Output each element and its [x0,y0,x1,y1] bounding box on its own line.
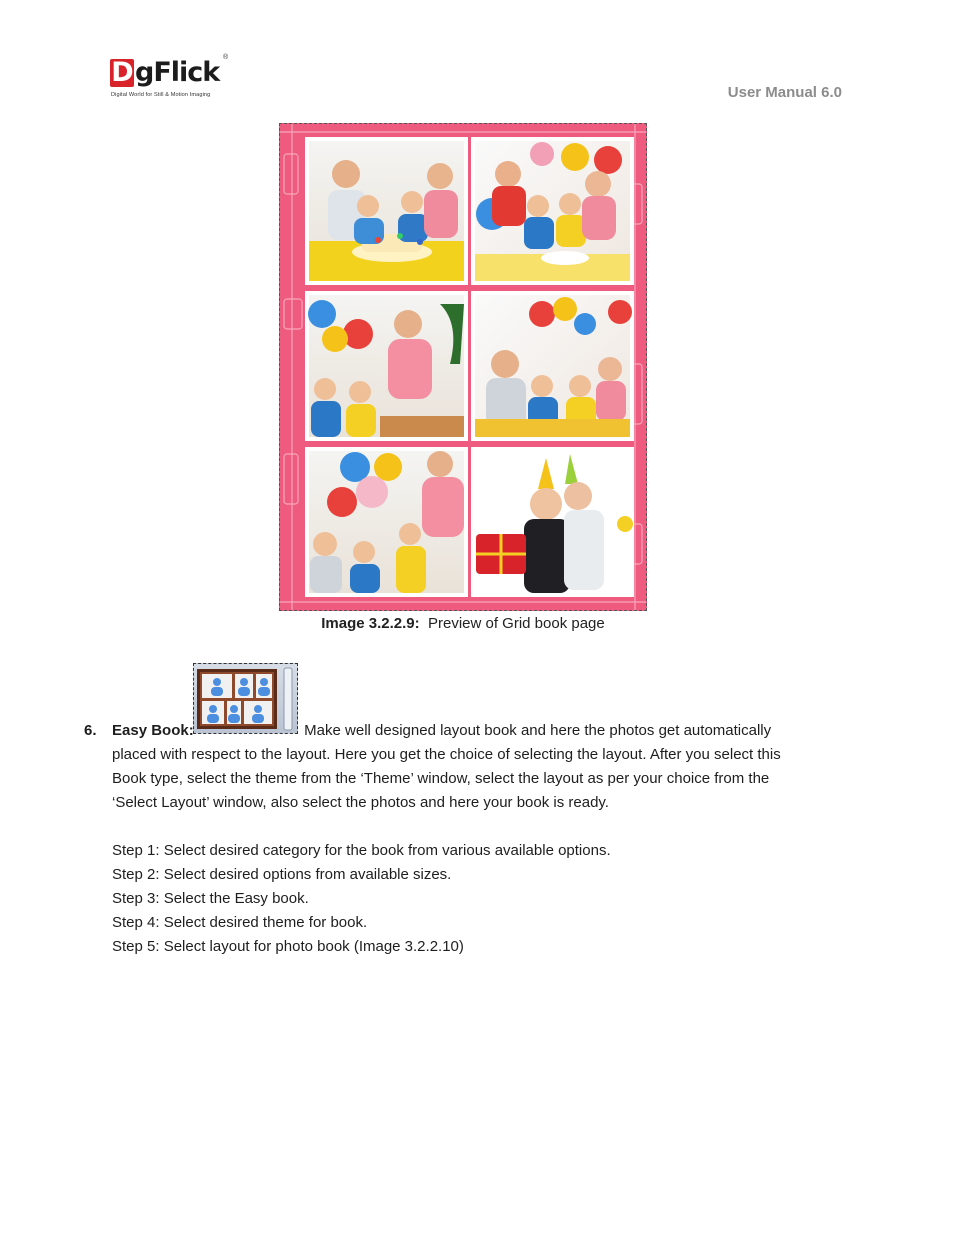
step-2: Step 2: Select desired options from available sizes. [112,866,452,883]
easy-book-description [112,719,842,815]
photo-kids-mom-balloons [305,447,468,597]
logo-tagline: Digital World for Still & Motion Imaging [111,92,211,98]
description-line-3: Book type, select the theme from the ‘Theme’ window, select the layout as per your choice from the [112,770,770,787]
grid-page-illustration [280,124,646,610]
step-3: Step 3: Select the Easy book. [112,890,309,907]
grid-book-page-preview [279,123,647,611]
registered-mark: ® [223,54,229,61]
description-line-4: ‘Select Layout’ window, also select the photos and here your book is ready. [112,794,609,811]
caption-label: Image 3.2.2.9: [321,615,420,632]
photo-family-cake [305,137,468,285]
step-5: Step 5: Select layout for photo book (Image 3.2.2.10) [112,938,464,955]
photo-boy-gift [471,447,634,597]
logo-wordmark: DgFlick [111,57,220,88]
dgflick-logo [110,54,230,102]
step-4: Step 4: Select desired theme for book. [112,914,368,931]
caption-text: Preview of Grid book page [419,615,605,632]
description-line-2: placed with respect to the layout. Here you get the choice of selecting the layout. After you select this [112,746,781,763]
manual-version: User Manual 6.0 [727,84,842,101]
photo-cake-cutting [305,291,468,441]
section-title: Easy Book: [112,722,194,739]
list-number: 6. [84,722,97,739]
figure-caption [0,615,926,632]
photo-family-cheering [471,291,634,441]
photo-kids-balloons [471,137,634,285]
step-1: Step 1: Select desired category for the book from various available options. [112,842,611,859]
description-line-1: Make well designed layout book and here the photos get automatically [300,722,772,739]
